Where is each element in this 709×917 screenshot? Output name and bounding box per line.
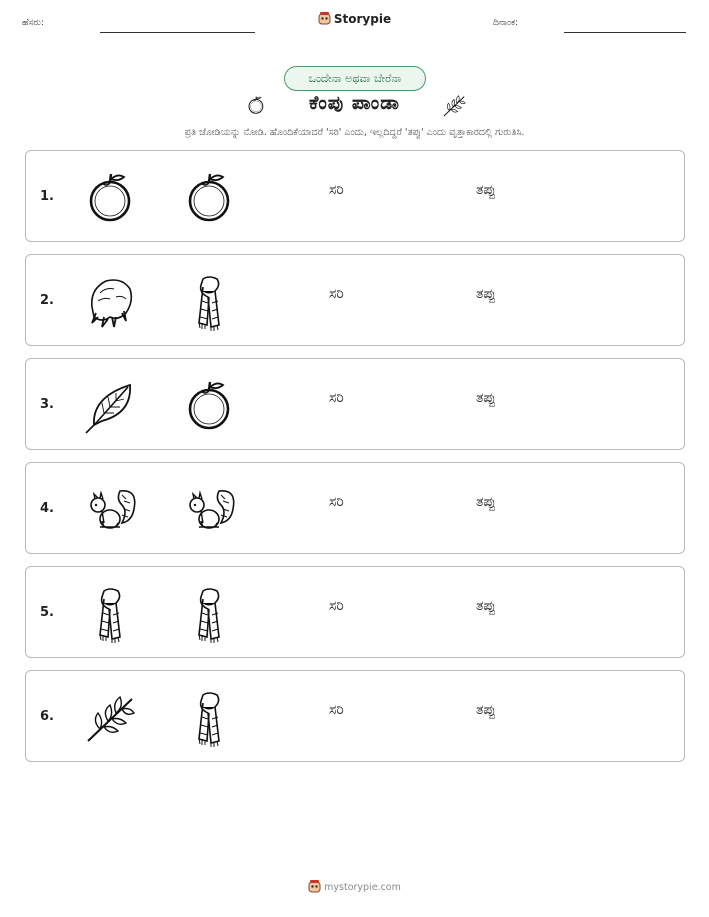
option-same[interactable]: ಸರಿ (329, 702, 344, 718)
branch-icon (82, 689, 138, 745)
footer-url[interactable]: mystorypie.com (324, 882, 401, 893)
option-same[interactable]: ಸರಿ (329, 494, 344, 510)
brand-name: Storypie (333, 12, 392, 26)
question-row-4 (25, 462, 685, 554)
question-number: 5. (40, 605, 54, 620)
leaf-icon (82, 377, 138, 433)
option-same[interactable]: ಸರಿ (329, 598, 344, 614)
question-row-6 (25, 670, 685, 762)
name-label: ಹೆಸರು: (22, 18, 45, 28)
question-number: 3. (40, 397, 54, 412)
option-same[interactable]: ಸರಿ (329, 286, 344, 302)
footer (0, 880, 709, 893)
storypie-logo-icon (308, 880, 321, 893)
option-different[interactable]: ತಪ್ಪು (476, 390, 496, 406)
paw-icon (82, 273, 138, 329)
category-badge: ಒಂದೇನಾ ಅಥವಾ ಬೇರೆನಾ (284, 66, 426, 91)
date-line[interactable] (564, 32, 686, 33)
option-different[interactable]: ತಪ್ಪು (476, 494, 496, 510)
option-different[interactable]: ತಪ್ಪು (476, 598, 496, 614)
scarf-icon (82, 585, 138, 641)
brand (0, 12, 709, 26)
option-different[interactable]: ತಪ್ಪು (476, 182, 496, 198)
name-line[interactable] (100, 32, 255, 33)
question-row-3 (25, 358, 685, 450)
squirrel-icon (181, 481, 237, 537)
question-number: 1. (40, 189, 54, 204)
option-different[interactable]: ತಪ್ಪು (476, 286, 496, 302)
page-title: ಕೆಂಪು ಪಾಂಡಾ (309, 92, 400, 114)
question-row-5 (25, 566, 685, 658)
storypie-logo-icon (318, 12, 331, 25)
branch-icon (440, 92, 468, 118)
squirrel-icon (82, 481, 138, 537)
apple-icon (181, 377, 237, 433)
title-row (0, 92, 709, 118)
instruction-text: ಪ್ರತಿ ಜೋಡಿಯನ್ನು ನೋಡಿ. ಹೊಂದಿಕೆಯಾದರೆ 'ಸರಿ' ಎಂದು, ಇಲ್ಲದಿದ್ದರೆ 'ತಪ್ಪು' ಎಂದು ವೃತ್ತಾಕಾರದಲ್ಲಿ ಗುರುತಿಸಿ. (184, 127, 525, 138)
question-number: 2. (40, 293, 54, 308)
apple-icon (181, 169, 237, 225)
apple-icon (82, 169, 138, 225)
option-same[interactable]: ಸರಿ (329, 390, 344, 406)
question-number: 4. (40, 501, 54, 516)
option-different[interactable]: ತಪ್ಪು (476, 702, 496, 718)
option-same[interactable]: ಸರಿ (329, 182, 344, 198)
scarf-icon (181, 585, 237, 641)
question-row-1 (25, 150, 685, 242)
scarf-icon (181, 273, 237, 329)
date-label: ದಿನಾಂಕ: (493, 18, 519, 28)
question-number: 6. (40, 709, 54, 724)
question-row-2 (25, 254, 685, 346)
scarf-icon (181, 689, 237, 745)
